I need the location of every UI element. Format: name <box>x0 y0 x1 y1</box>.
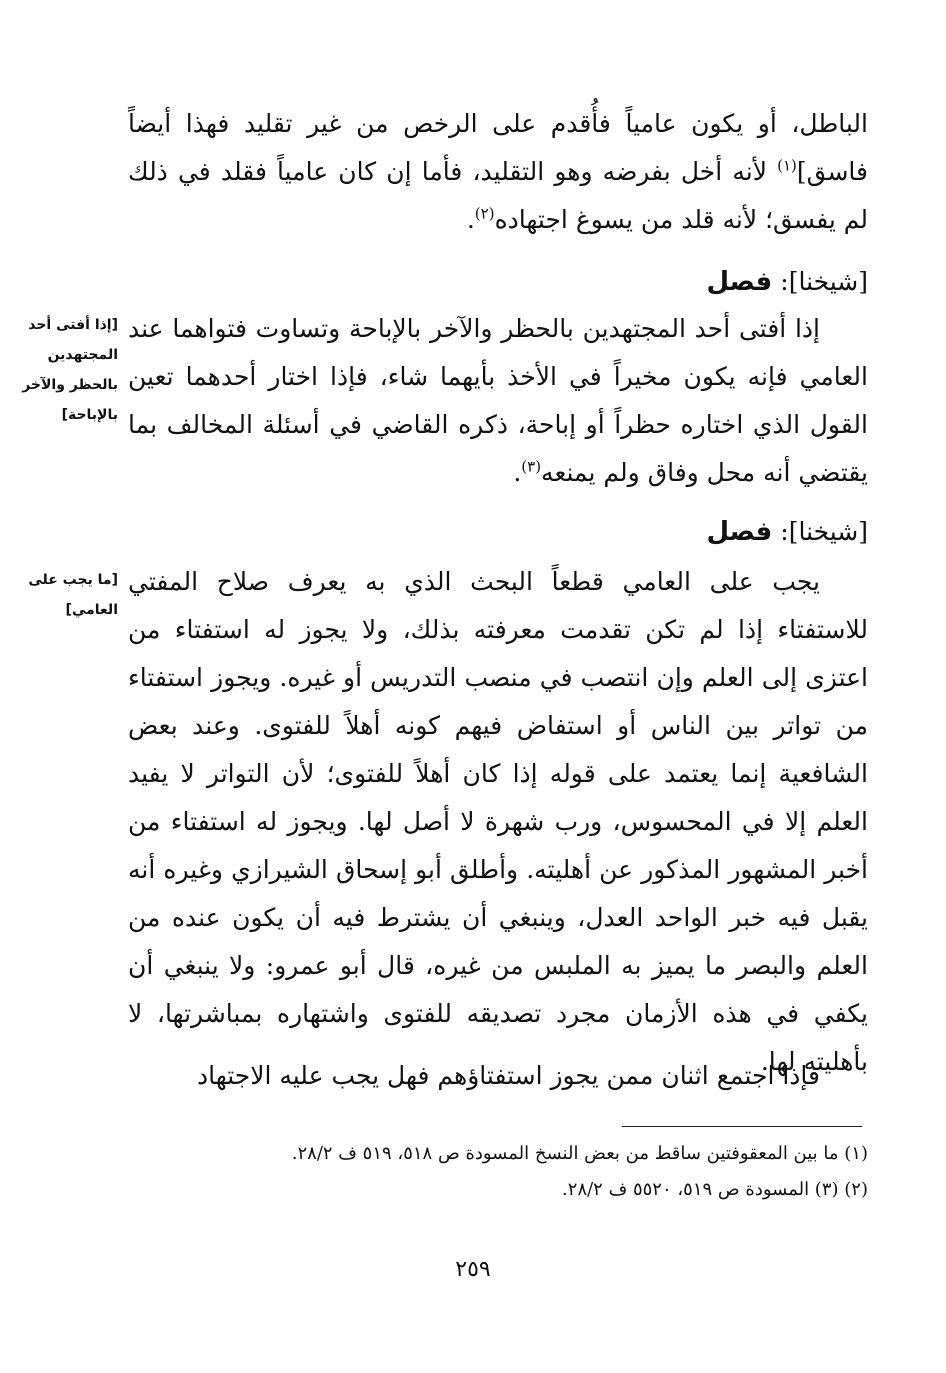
section1-end: . <box>513 458 522 487</box>
last-paragraph <box>128 1052 868 1100</box>
margin-note-1: [إذا أفتى أحد المجتهدين بالحظر والآخر بالإباحة] <box>22 317 118 423</box>
page-number: ٢٥٩ <box>455 1257 491 1282</box>
footnote-1: (١) ما بين المعقوفتين ساقط من بعض النسخ المسودة ص ٥١٨، ٥١٩ ف ٢٨/٢. <box>291 1143 868 1164</box>
section1-text: إذا أفتى أحد المجتهدين بالحظر والآخر بالإباحة وتساوت فتواهما عند العامي فإنه يكون مخيراً في الأخذ بأيهما شاء، فإذا اختار أحدهما تعين القول الذي اختاره حظراً أو إباحة، ذكره القاضي في أسئلة المخالف بما يقتضي أنه محل وفاق ولم يمنعه <box>128 314 868 487</box>
footnote-ref-3: (٣) <box>521 457 542 476</box>
intro-text: الباطل، أو يكون عامياً فأُقدم على الرخص من غير تقليد فهذا أيضاً فاسق] <box>128 109 868 186</box>
footnote-ref-1: (١) <box>777 156 797 175</box>
section-paragraph-1 <box>128 305 868 497</box>
intro-paragraph <box>128 100 868 244</box>
section-paragraph-2 <box>128 558 868 1086</box>
heading-bracket-1: [شيخنا]: <box>772 267 868 296</box>
section2-text: يجب على العامي قطعاً البحث الذي به يعرف صلاح المفتي للاستفتاء إذا لم تكن تقدمت معرفته بذلك، ولا يجوز له استفتاء من اعتزى إلى العلم وإن انتصب في منصب التدريس أو غيره. ويجوز استفتاء من تواتر بين الناس أو استفاض فيهم كونه أهلاً للفتوى. وعند بعض الشافعية إنما يعتمد على قوله إذا كان أهلاً للفتوى؛ لأن التواتر لا يفيد العلم إلا في المحسوس، ورب شهرة لا أصل لها. ويجوز له استفتاء من أخبر المشهور المذكور عن أهليته. وأطلق أبو إسحاق الشيرازي وغيره أنه يقبل فيه خبر الواحد العدل، وينبغي أن يشترط فيه أن يكون عنده من العلم والبصر ما يميز به الملبس من غيره، قال أبو عمرو: ولا ينبغي أن يكفي في هذه الأزمان مجرد تصديقه للفتوى واشتهاره بمباشرتها، لا بأهليته لها. <box>128 567 869 1076</box>
heading-bracket-2: [شيخنا]: <box>772 517 868 546</box>
footnote-divider <box>622 1126 862 1127</box>
section-heading-2 <box>128 512 868 552</box>
footnote-2: (٢) (٣) المسودة ص ٥١٩، ٥٥٢٠ ف ٢٨/٢. <box>562 1179 868 1200</box>
heading-fasl-2: فصل <box>706 517 773 547</box>
footnote-ref-2: (٢) <box>474 204 495 223</box>
intro-end: . <box>466 205 475 234</box>
last-paragraph-text: فإذا اجتمع اثنان ممن يجوز استفتاؤهم فهل يجب عليه الاجتهاد <box>196 1061 820 1090</box>
margin-note-2: [ما يجب على العامي] <box>28 572 118 618</box>
heading-fasl-1: فصل <box>706 267 773 297</box>
intro-text-continued: لأنه أخل بفرضه وهو التقليد، فأما إن كان عامياً فقلد في ذلك لم يفسق؛ لأنه قلد من يسوغ اجتهاده <box>128 157 868 234</box>
footnotes <box>128 1136 868 1208</box>
section-heading-1 <box>128 262 868 302</box>
